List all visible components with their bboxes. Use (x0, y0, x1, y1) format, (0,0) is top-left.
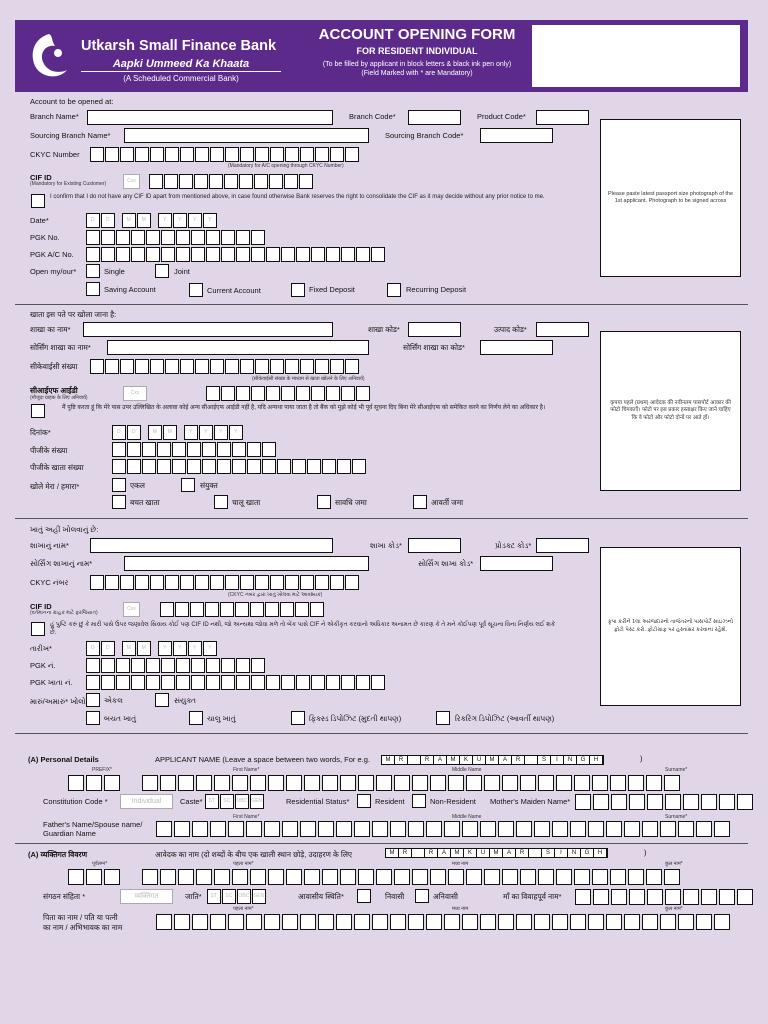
hi-ckyc-number-label: सीकेवाईसी संख्या (30, 362, 78, 371)
photo-box-english[interactable] (600, 119, 741, 277)
hi-father-first-name-label: पहला नाम* (233, 906, 254, 912)
example-close-paren: ) (640, 754, 643, 763)
constitution-code-label: Constitution Code * (43, 797, 108, 806)
photo-instruction-hindi: कृपया पहले (प्रथम) आवेदक की नवीनतम पासपोर्ट आकार की फोटो चिपकाएँ। फोटो पर इस प्रकार हस्ताक्षर किए जाने चाहिए कि वे फोटो और फोटो दोनों पर आते हों। (610, 399, 731, 421)
branch-code-input[interactable] (408, 110, 461, 125)
residential-status-label: Residential Status* (286, 797, 350, 806)
guardian-name-label: Guardian Name (43, 829, 96, 838)
bank-tagline: Aapki Ummeed Ka Khaata (81, 58, 281, 72)
caste-option[interactable]: GEN (250, 794, 264, 809)
gu-pgk-ac-no-cells[interactable] (86, 675, 386, 690)
example-letter: R (421, 756, 434, 764)
photo-box-gujarati[interactable] (600, 547, 741, 706)
bank-name: Utkarsh Small Finance Bank (81, 38, 277, 54)
hi-pgk-ac-no-cells[interactable] (112, 459, 367, 474)
date-cell[interactable]: M (137, 641, 151, 656)
fixed-deposit-checkbox[interactable] (291, 283, 305, 297)
hi-father-name-cells[interactable] (156, 914, 732, 929)
example-letter: M (490, 849, 503, 857)
gu-recurring-label: રિકરિંગ ડિપોઝિટ (આવર્તી થાપણ) (455, 714, 555, 723)
gu-product-code-label: પ્રોડક્ટ કોડ* (495, 541, 532, 550)
date-cell[interactable]: Y (203, 641, 217, 656)
example-letter: A (434, 756, 447, 764)
example-letter: M (447, 756, 460, 764)
date-cell[interactable]: M (122, 213, 136, 228)
hi-constitution-code-value: व्यक्तिगत (120, 889, 173, 904)
hi-branch-code-label: शाखा कोड* (368, 325, 400, 334)
date-cell[interactable]: M (163, 425, 177, 440)
date-label: Date* (30, 216, 49, 225)
divider (15, 733, 748, 734)
example-letter (529, 849, 542, 857)
non-resident-label: Non-Resident (430, 797, 476, 806)
hi-personal-details-title: (A) व्यक्तिगत विवरण (28, 850, 88, 859)
applicant-name-instruction: APPLICANT NAME (Leave a space between two words, For e.g. (155, 755, 370, 764)
example-letter: U (473, 756, 486, 764)
example-letter: R (399, 849, 412, 857)
date-cell[interactable]: D (86, 213, 100, 228)
product-code-input[interactable] (536, 110, 589, 125)
hi-single-checkbox[interactable] (112, 478, 126, 492)
example-letter: A (499, 756, 512, 764)
open-my-our-label: Open my/our* (30, 267, 77, 276)
example-letter: M (486, 756, 499, 764)
date-cell[interactable]: D (127, 425, 141, 440)
hi-single-label: एकल (130, 481, 145, 490)
example-letter: R (512, 756, 525, 764)
gu-ckyc-cells[interactable] (90, 575, 360, 590)
example-letter: N (568, 849, 581, 857)
caste-option[interactable]: OBC (237, 889, 251, 904)
sourcing-branch-name-input[interactable] (124, 128, 369, 143)
gu-sourcing-branch-code-label: સોર્સિંગ શાખા કોડ* (418, 559, 474, 568)
example-letter: G (577, 756, 590, 764)
gu-product-code-input[interactable] (536, 538, 589, 553)
joint-checkbox[interactable] (155, 264, 169, 278)
date-cell[interactable]: Y (184, 425, 198, 440)
gu-branch-name-label: શાખાનું નામ* (30, 541, 69, 550)
example-letter: U (477, 849, 490, 857)
branch-code-label: Branch Code* (349, 112, 396, 121)
gu-cif-cells[interactable] (160, 602, 325, 617)
non-resident-checkbox[interactable] (412, 794, 426, 808)
recurring-deposit-checkbox[interactable] (387, 283, 401, 297)
surname-label: Surname* (665, 767, 688, 773)
ckyc-number-cells[interactable] (90, 147, 360, 162)
date-cell[interactable]: Y (158, 213, 172, 228)
hi-cif-prefix: Cxx (123, 386, 147, 401)
confirm-no-cif-checkbox[interactable] (31, 194, 45, 208)
hi-fixed-checkbox[interactable] (317, 495, 331, 509)
example-letter: G (581, 849, 594, 857)
hi-ckyc-note: (सीकेवाईसी संख्या के माध्यम से खाता खोलने के लिए अनिवार्य) (252, 376, 365, 382)
gu-single-checkbox[interactable] (86, 693, 100, 707)
example-letter: I (555, 849, 568, 857)
form-header (15, 20, 748, 92)
gu-ckyc-note: (CKYC નંબર દ્વારા ખાતું ખોલવા માટે આવશ્યક) (228, 592, 323, 598)
gu-current-label: ચાલુ ખાતું (207, 714, 236, 723)
gu-fixed-label: ફિક્સ્ડ ડિપોઝિટ (મુદતી થાપણ) (309, 714, 402, 723)
father-first-name-label: First Name* (233, 814, 260, 820)
divider (15, 843, 748, 844)
form-subtitle: FOR RESIDENT INDIVIDUAL (356, 46, 478, 56)
constitution-code-value: Individual (120, 794, 173, 809)
branch-name-input[interactable] (87, 110, 333, 125)
hi-mother-maiden-cells[interactable] (575, 889, 755, 904)
date-cell[interactable]: Y (229, 425, 243, 440)
gu-account-opened-at-label: ખાતું અહીં ખોલવાનું છે: (30, 525, 99, 534)
hi-joint-checkbox[interactable] (181, 478, 195, 492)
hi-ckyc-cells[interactable] (90, 359, 360, 374)
gu-joint-checkbox[interactable] (155, 693, 169, 707)
caste-option[interactable]: GEN (252, 889, 266, 904)
hi-sourcing-branch-code-label: सोर्सिंग शाखा का कोड* (403, 343, 465, 352)
divider (15, 518, 748, 519)
date-cell[interactable]: Y (214, 425, 228, 440)
example-letter: H (594, 849, 607, 857)
gu-branch-name-input[interactable] (90, 538, 333, 553)
hi-pgk-no-label: पीजीके संख्या (30, 446, 68, 455)
hi-cif-id-label: सीआईएफ आईडी (30, 386, 78, 395)
example-letter: R (395, 756, 408, 764)
caste-option[interactable]: SC (220, 794, 234, 809)
hi-recurring-checkbox[interactable] (413, 495, 427, 509)
hi-recurring-label: आवर्ती जमा (431, 498, 464, 507)
gu-date-cells[interactable] (86, 641, 218, 656)
form-number-box[interactable] (532, 25, 740, 87)
cif-id-cells[interactable] (149, 174, 314, 189)
hi-sourcing-branch-code-input[interactable] (480, 340, 553, 355)
hi-caste-options[interactable] (207, 889, 267, 904)
hi-residential-status-label: आवासीय स्थिति* (298, 892, 344, 901)
hi-saving-label: बचत खाता (130, 498, 160, 507)
example-letter: H (590, 756, 603, 764)
date-cell[interactable]: Y (199, 425, 213, 440)
example-letter: M (386, 849, 399, 857)
gu-open-label: મારું/અમારું* ખોલો (30, 697, 86, 706)
hi-date-cells[interactable] (112, 425, 244, 440)
example-name-cells (381, 755, 604, 765)
hi-sourcing-branch-name-label: सोर्सिंग शाखा का नाम* (30, 343, 91, 352)
recurring-deposit-label: Recurring Deposit (406, 285, 467, 294)
gu-saving-label: બચત ખાતું (104, 714, 137, 723)
hi-constitution-code-label: संगठन संहिता * (43, 892, 86, 901)
gu-sourcing-branch-name-input[interactable] (124, 556, 369, 571)
caste-option[interactable]: ST (205, 794, 219, 809)
hi-guardian-name-label: का नाम / अभिभावक का नाम (43, 923, 123, 932)
ckyc-number-label: CKYC Number (30, 150, 80, 159)
date-cell[interactable]: Y (188, 641, 202, 656)
bank-logo-area (19, 20, 299, 92)
example-letter (525, 756, 538, 764)
hi-prefix-label: पूर्वलग्न* (92, 861, 108, 867)
gu-cif-id-label: CIF ID (30, 602, 52, 611)
date-cell[interactable]: Y (203, 213, 217, 228)
gu-pgk-ac-no-label: PGK ખાતા નં. (30, 678, 73, 687)
gu-pgk-no-label: PGK નં. (30, 661, 56, 670)
hi-resident-checkbox[interactable] (357, 889, 371, 903)
date-cell[interactable]: M (137, 213, 151, 228)
gu-single-label: એકલ (104, 696, 123, 705)
gu-branch-code-input[interactable] (408, 538, 461, 553)
hi-branch-name-label: शाखा का नाम* (30, 325, 71, 334)
product-code-label: Product Code* (477, 112, 526, 121)
example-letter: M (451, 849, 464, 857)
gu-sourcing-branch-code-input[interactable] (480, 556, 553, 571)
cif-prefix: Cxx (123, 174, 140, 189)
sourcing-branch-code-input[interactable] (480, 128, 553, 143)
bank-scheduled: (A Scheduled Commercial Bank) (123, 74, 239, 83)
saving-account-label: Saving Account (104, 285, 156, 294)
instruction-text: (To be filled by applicant in block letters & black ink pen only) (322, 61, 512, 68)
mother-maiden-label: Mother's Maiden Name* (490, 797, 571, 806)
hi-saving-checkbox[interactable] (112, 495, 126, 509)
cif-id-note: (Mandatory for Existing Customer) (30, 181, 107, 187)
date-cell[interactable]: D (112, 425, 126, 440)
pgk-ac-no-cells[interactable] (86, 247, 386, 262)
hi-pgk-ac-no-label: पीजीके खाता संख्या (30, 463, 84, 472)
caste-label: Caste* (180, 797, 203, 806)
pgk-no-cells[interactable] (86, 230, 266, 245)
photo-box-hindi[interactable] (600, 331, 741, 491)
example-letter: I (551, 756, 564, 764)
gu-pgk-no-cells[interactable] (86, 658, 266, 673)
gu-cif-prefix: Cxx (123, 602, 140, 617)
hi-applicant-name-instruction: आवेदक का नाम (दो शब्दों के बीच एक खाली स्थान छोड़े, उदाहरण के लिए (155, 850, 353, 859)
date-cell[interactable]: Y (173, 213, 187, 228)
example-letter: A (438, 849, 451, 857)
hi-pgk-no-cells[interactable] (112, 442, 277, 457)
hi-sourcing-branch-name-input[interactable] (107, 340, 369, 355)
date-cell[interactable]: Y (188, 213, 202, 228)
hi-confirm-checkbox[interactable] (31, 404, 45, 418)
caste-option[interactable]: OBC (235, 794, 249, 809)
example-letter: K (464, 849, 477, 857)
caste-options[interactable] (205, 794, 265, 809)
hi-cif-id-note: (मौजूदा ग्राहक के लिए अनिवार्य) (30, 395, 88, 401)
single-label: Single (104, 267, 125, 276)
resident-label: Resident (375, 797, 405, 806)
caste-option[interactable]: SC (222, 889, 236, 904)
father-name-cells[interactable] (156, 821, 732, 836)
date-cell[interactable]: M (148, 425, 162, 440)
example-letter: S (542, 849, 555, 857)
applicant-name-cells[interactable] (68, 775, 682, 790)
hi-first-name-label: पहला नाम* (233, 861, 254, 867)
account-opened-at-label: Account to be opened at: (30, 97, 114, 106)
photo-instruction-gujarati: કૃપા કરીને 1લા અરજદારનો તાજેતરનો પાસપોર્ટ સાઇઝનો ફોટો પેસ્ટ કરો. ફોટોગ્રાફ પર હસ્તાક્ષર કરવાના રહેશે. (607, 619, 734, 633)
fixed-deposit-label: Fixed Deposit (309, 285, 355, 294)
branch-name-label: Branch Name* (30, 112, 79, 121)
gu-confirm-checkbox[interactable] (31, 622, 45, 636)
hi-non-resident-label: अनिवासी (433, 892, 458, 901)
gu-joint-label: સંયુક્ત (174, 696, 196, 705)
example-letter: S (538, 756, 551, 764)
middle-name-label: Middle Name (452, 767, 482, 773)
current-account-checkbox[interactable] (189, 283, 203, 297)
example-letter (408, 756, 421, 764)
hi-applicant-name-cells[interactable] (68, 869, 682, 884)
father-surname-label: Surname* (665, 814, 688, 820)
gu-recurring-checkbox[interactable] (436, 711, 450, 725)
example-letter: N (564, 756, 577, 764)
saving-account-checkbox[interactable] (86, 282, 100, 296)
hi-account-opened-at-label: खाता इस पते पर खोला जाना है: (30, 310, 117, 319)
pgk-ac-no-label: PGK A/C No. (30, 250, 74, 259)
hi-date-label: दिनांक* (30, 428, 51, 437)
pgk-no-label: PGK No. (30, 233, 60, 242)
date-cells[interactable] (86, 213, 218, 228)
hi-product-code-input[interactable] (536, 322, 589, 337)
cif-id-label: CIF ID (30, 173, 52, 182)
example-letter: A (503, 849, 516, 857)
date-cell[interactable]: D (101, 641, 115, 656)
hi-cif-cells[interactable] (206, 386, 371, 401)
resident-checkbox[interactable] (357, 794, 371, 808)
hi-branch-code-input[interactable] (408, 322, 461, 337)
example-letter: M (382, 756, 395, 764)
date-cell[interactable]: D (101, 213, 115, 228)
gu-cif-id-note: (વર્તમાનના ગ્રાહક માટે ફરજિયાત) (30, 610, 98, 616)
divider (15, 304, 748, 305)
hi-caste-label: जाति* (185, 892, 202, 901)
sourcing-branch-code-label: Sourcing Branch Code* (385, 131, 464, 140)
hi-father-middle-name-label: मध्य नाम (452, 906, 469, 912)
mandatory-text: (Field Marked with * are Mandatory) (361, 70, 473, 78)
example-letter: K (460, 756, 473, 764)
current-account-label: Current Account (207, 286, 261, 295)
confirm-no-cif-text: I confirm that I do not have any CIF ID apart from mentioned above, in case found otherwise Bank reserves the right to consolidate the CIF as it may decide without any prior notice to me. (50, 194, 545, 200)
gu-branch-code-label: શાખા કોડ* (370, 541, 402, 550)
hi-open-label: खोले मेरा / हमारा* (30, 482, 80, 491)
sourcing-branch-name-label: Sourcing Branch Name* (30, 131, 111, 140)
hi-surname-label: कुल नाम* (665, 861, 683, 867)
gu-fixed-checkbox[interactable] (291, 711, 305, 725)
gu-ckyc-number-label: CKYC નંબર (30, 578, 69, 587)
hi-father-name-label: पिता का नाम / पति या पत्नी (43, 913, 118, 922)
hi-branch-name-input[interactable] (83, 322, 333, 337)
mother-maiden-cells[interactable] (575, 794, 755, 809)
hi-current-checkbox[interactable] (214, 495, 228, 509)
personal-details-title: (A) Personal Details (28, 755, 99, 764)
hi-middle-name-label: मध्य नाम (452, 861, 469, 867)
gu-saving-checkbox[interactable] (86, 711, 100, 725)
photo-instruction-english: Please paste latest passport size photograph of the 1st applicant. Photograph to be signed across (607, 190, 734, 204)
hi-non-resident-checkbox[interactable] (415, 889, 429, 903)
father-name-label: Father's Name/Spouse name/ (43, 820, 143, 829)
hi-joint-label: संयुक्त (200, 481, 218, 490)
date-cell[interactable]: Y (173, 641, 187, 656)
example-letter: R (516, 849, 529, 857)
father-middle-name-label: Middle Name (452, 814, 482, 820)
hi-product-code-label: उत्पाद कोड* (494, 325, 527, 334)
date-cell[interactable]: D (86, 641, 100, 656)
hi-resident-label: निवासी (385, 892, 405, 901)
hi-current-label: चालू खाता (232, 498, 261, 507)
gu-sourcing-branch-name-label: સોર્સિંગ શાખાનું નામ* (30, 559, 93, 568)
caste-option[interactable]: ST (207, 889, 221, 904)
hi-father-surname-label: कुल नाम* (665, 906, 683, 912)
date-cell[interactable]: Y (158, 641, 172, 656)
form-instructions (297, 60, 537, 78)
example-letter (412, 849, 425, 857)
hi-example-name-cells (385, 848, 608, 858)
first-name-label: First Name* (233, 767, 260, 773)
gu-date-label: તારીખ* (30, 644, 52, 653)
prefix-label: PREFIX* (92, 767, 113, 773)
gu-confirm-text: હું પુષ્ટિ કરું છું કે મારી પાસે ઉપર જણાવેલ સિવાય કોઈ પણ CIF ID નથી, જો અન્યથા જોવા મળે તો બેંક પાસે CIF ને એકીકૃત કરવાનો અધિકાર અનામત છે કારણ કે તે મને કોઈપણ પૂર્વ સૂચના વિના નિર્ણય લઈ શકે છે. (50, 622, 556, 636)
form-title: ACCOUNT OPENING FORM (318, 26, 516, 43)
hi-fixed-label: सावधि जमा (335, 498, 367, 507)
ckyc-note: (Mandatory for A/C opening through CKYC Number) (228, 163, 344, 169)
hi-example-close-paren: ) (644, 848, 647, 857)
date-cell[interactable]: M (122, 641, 136, 656)
single-checkbox[interactable] (86, 264, 100, 278)
joint-label: Joint (174, 267, 190, 276)
hi-mother-maiden-label: माँ का विवाहपूर्व नाम* (503, 892, 562, 901)
example-letter: R (425, 849, 438, 857)
utkarsh-logo-icon (25, 30, 73, 82)
hi-confirm-text: मैं पुष्टि करता हूं कि मेरे पास उपर उल्लिखित के अलावा कोई अन्य सीआईएफ आईडी नहीं है, यदि अन्यथा पाया जाता है तो बैंक को मुझे कोई भी पूर्व सूचना दिए बिना मेरे सीआईएफ को समेकित करने का निर्णय लेने का अधिकार है। (62, 405, 546, 411)
gu-current-checkbox[interactable] (189, 711, 203, 725)
